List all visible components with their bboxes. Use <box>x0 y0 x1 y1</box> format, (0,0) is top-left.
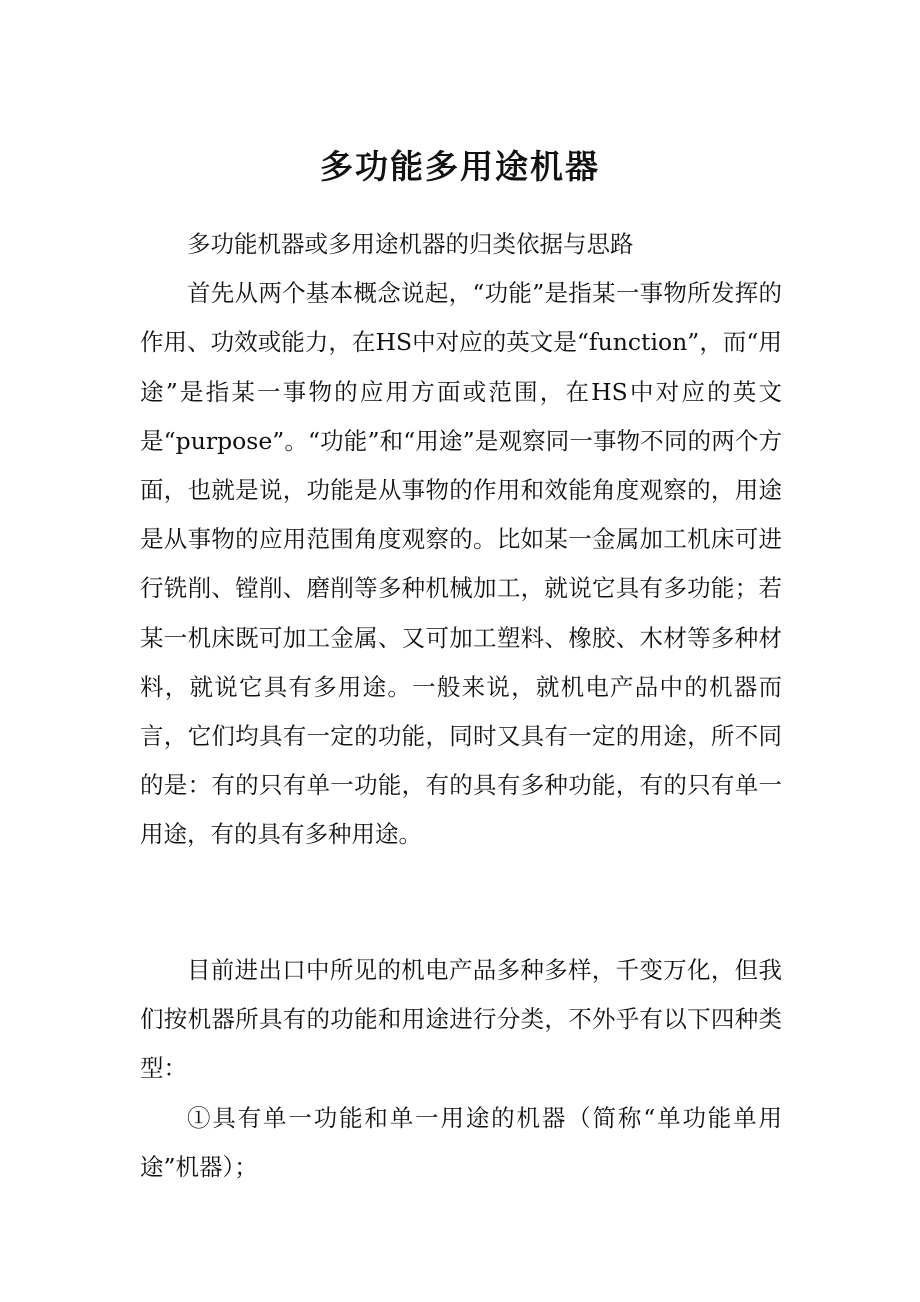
body-section-top <box>140 220 782 860</box>
type-one-paragraph: ①具有单一功能和单一用途的机器（简称“单功能单用途”机器）； <box>140 1103 782 1181</box>
document-title: 多功能多用途机器 <box>320 147 600 186</box>
body-section-bottom <box>140 946 782 1192</box>
concept-paragraph: 首先从两个基本概念说起，“功能”是指某一事物所发挥的作用、功效或能力，在HS中对应的英文是“function”，而“用途”是指某一事物的应用方面或范围，在HS中对应的英文是“purpose”。“功能”和“用途”是观察同一事物不同的两个方面，也就是说，功能是从事物的作用和效能角度观察的，用途是从事物的应用范围角度观察的。比如某一金属加工机床可进行铣削、镗削、磨削等多种机械加工，就说它具有多功能；若某一机床既可加工金属、又可加工塑料、橡胶、木材等多种材料，就说它具有多用途。一般来说，就机电产品中的机器而言，它们均具有一定的功能，同时又具有一定的用途，所不同的是：有的只有单一功能，有的具有多种功能，有的只有单一用途，有的具有多种用途。 <box>140 279 782 849</box>
subtitle-paragraph: 多功能机器或多用途机器的归类依据与思路 <box>187 230 634 258</box>
classification-paragraph: 目前进出口中所见的机电产品多种多样，千变万化，但我们按机器所具有的功能和用途进行分类，不外乎有以下四种类型： <box>140 956 782 1083</box>
